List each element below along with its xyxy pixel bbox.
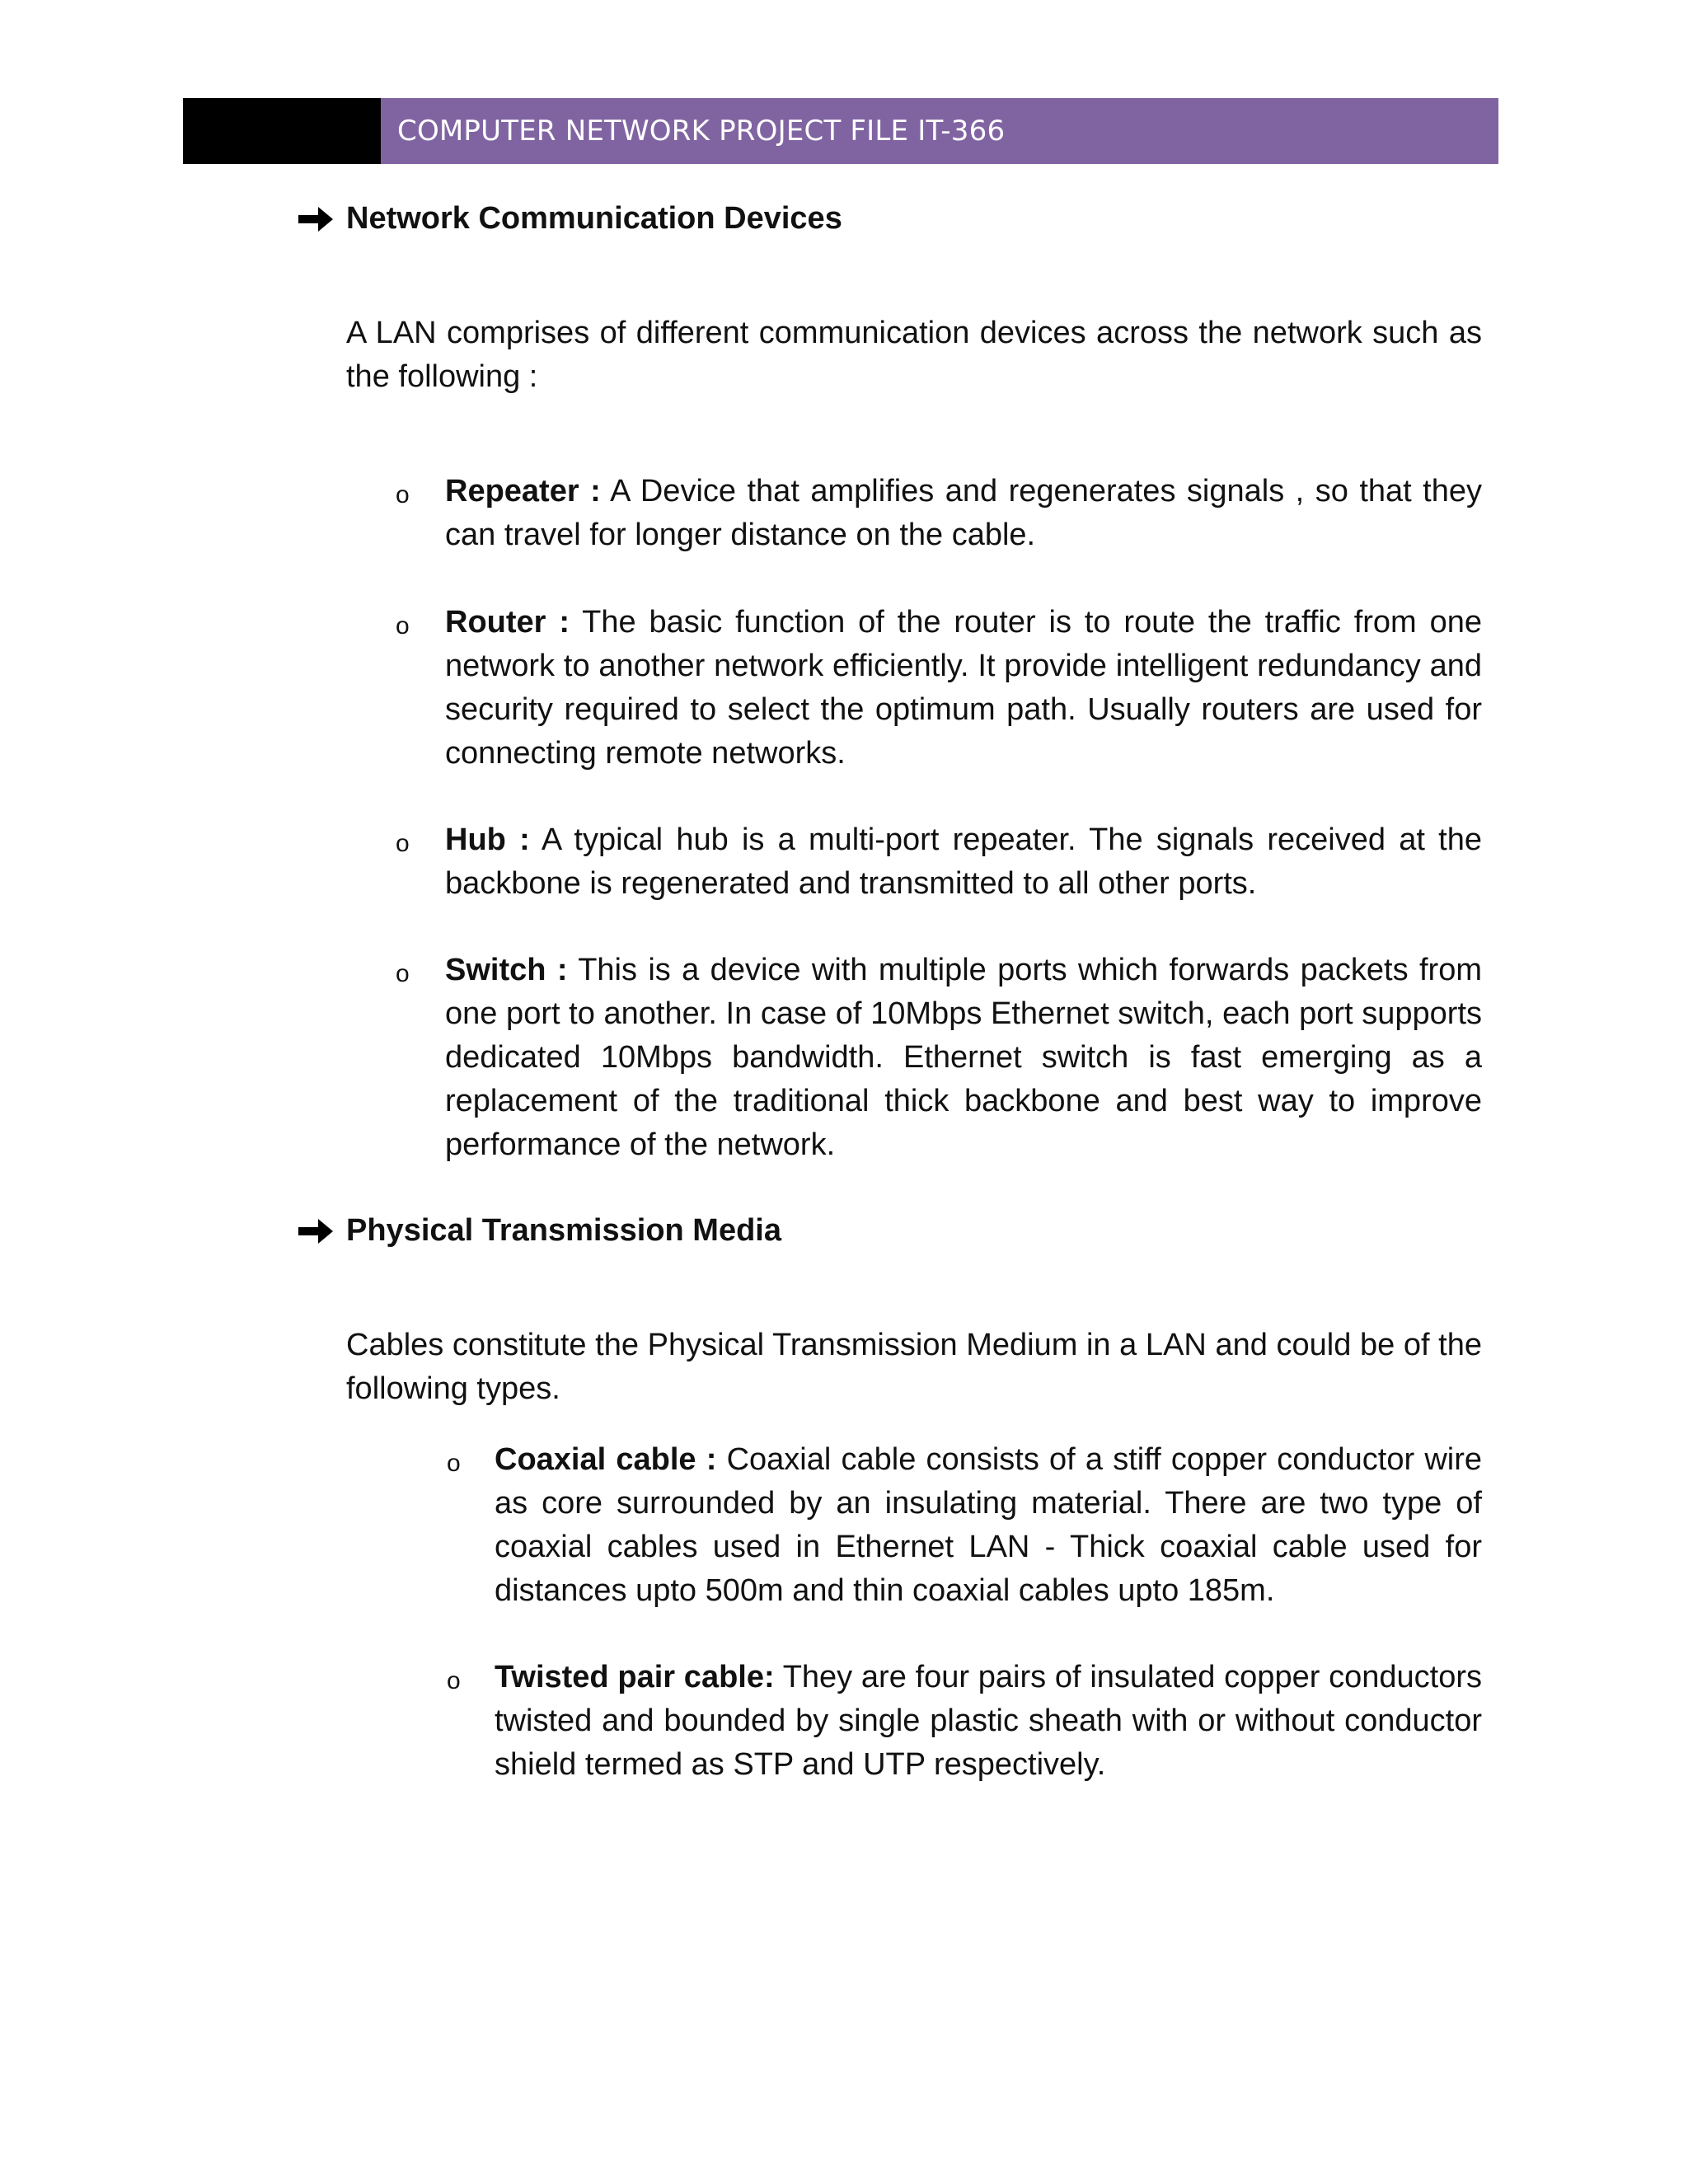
item-term: Twisted pair cable: — [495, 1660, 775, 1694]
section-heading-media — [297, 1213, 781, 1249]
item-term: Repeater : — [445, 474, 601, 509]
arrow-right-icon — [297, 204, 335, 235]
section-heading-devices — [297, 201, 842, 237]
section-intro-devices: A LAN comprises of different communication devices across the network such as the following : — [346, 316, 1482, 394]
header-black-block — [183, 98, 381, 164]
bullet-marker: o — [396, 960, 410, 987]
item-text: This is a device with multiple ports which forwards packets from one port to another. In case of 10Mbps Ethernet switch, each port supports dedicated 10Mbps bandwidth. Ethernet switch is fast emerging as a replacement of the traditional thick backbone and best way to improve performance of the network. — [445, 953, 1482, 1162]
list-item-repeater — [445, 470, 1482, 557]
item-text: They are four pairs of insulated copper conductors twisted and bounded by single plastic sheath with or without conductor shield termed as STP and UTP respectively. — [495, 1660, 1482, 1782]
bullet-marker: o — [447, 1667, 461, 1694]
page-header — [183, 98, 1498, 164]
item-text: The basic function of the router is to route the traffic from one network to another network efficiently. It provide intelligent redundancy and security required to select the optimum path. Usually routers are used for connecting remote networks. — [445, 605, 1482, 771]
header-title: COMPUTER NETWORK PROJECT FILE IT-366 — [397, 115, 1006, 148]
bullet-marker: o — [396, 612, 410, 640]
list-item-coaxial-cable — [495, 1438, 1482, 1613]
list-item-switch — [445, 949, 1482, 1167]
item-term: Hub : — [445, 823, 530, 857]
arrow-right-icon — [297, 1216, 335, 1247]
bullet-marker: o — [396, 481, 410, 509]
section-heading-text: Physical Transmission Media — [346, 1213, 781, 1248]
list-item-twisted-pair-cable — [495, 1656, 1482, 1787]
header-purple-block — [381, 98, 1498, 164]
item-term: Router : — [445, 605, 570, 640]
item-term: Switch : — [445, 953, 568, 987]
list-item-router — [445, 601, 1482, 776]
bullet-marker: o — [396, 830, 410, 857]
item-text: A Device that amplifies and regenerates signals , so that they can travel for longer distance on the cable. — [445, 474, 1483, 552]
item-text: Coaxial cable consists of a stiff copper conductor wire as core surrounded by an insulating material. There are two type of coaxial cables used in Ethernet LAN - Thick coaxial cable used for distances upto 500m and thin coaxial cables upto 185m. — [495, 1442, 1482, 1608]
section-intro-media: Cables constitute the Physical Transmission Medium in a LAN and could be of the following types. — [346, 1328, 1482, 1406]
bullet-marker: o — [447, 1450, 461, 1477]
section-heading-text: Network Communication Devices — [346, 201, 842, 236]
item-term: Coaxial cable : — [495, 1442, 717, 1477]
item-text: A typical hub is a multi-port repeater. The signals received at the backbone is regenerated and transmitted to all other ports. — [445, 823, 1483, 901]
list-item-hub — [445, 818, 1482, 906]
